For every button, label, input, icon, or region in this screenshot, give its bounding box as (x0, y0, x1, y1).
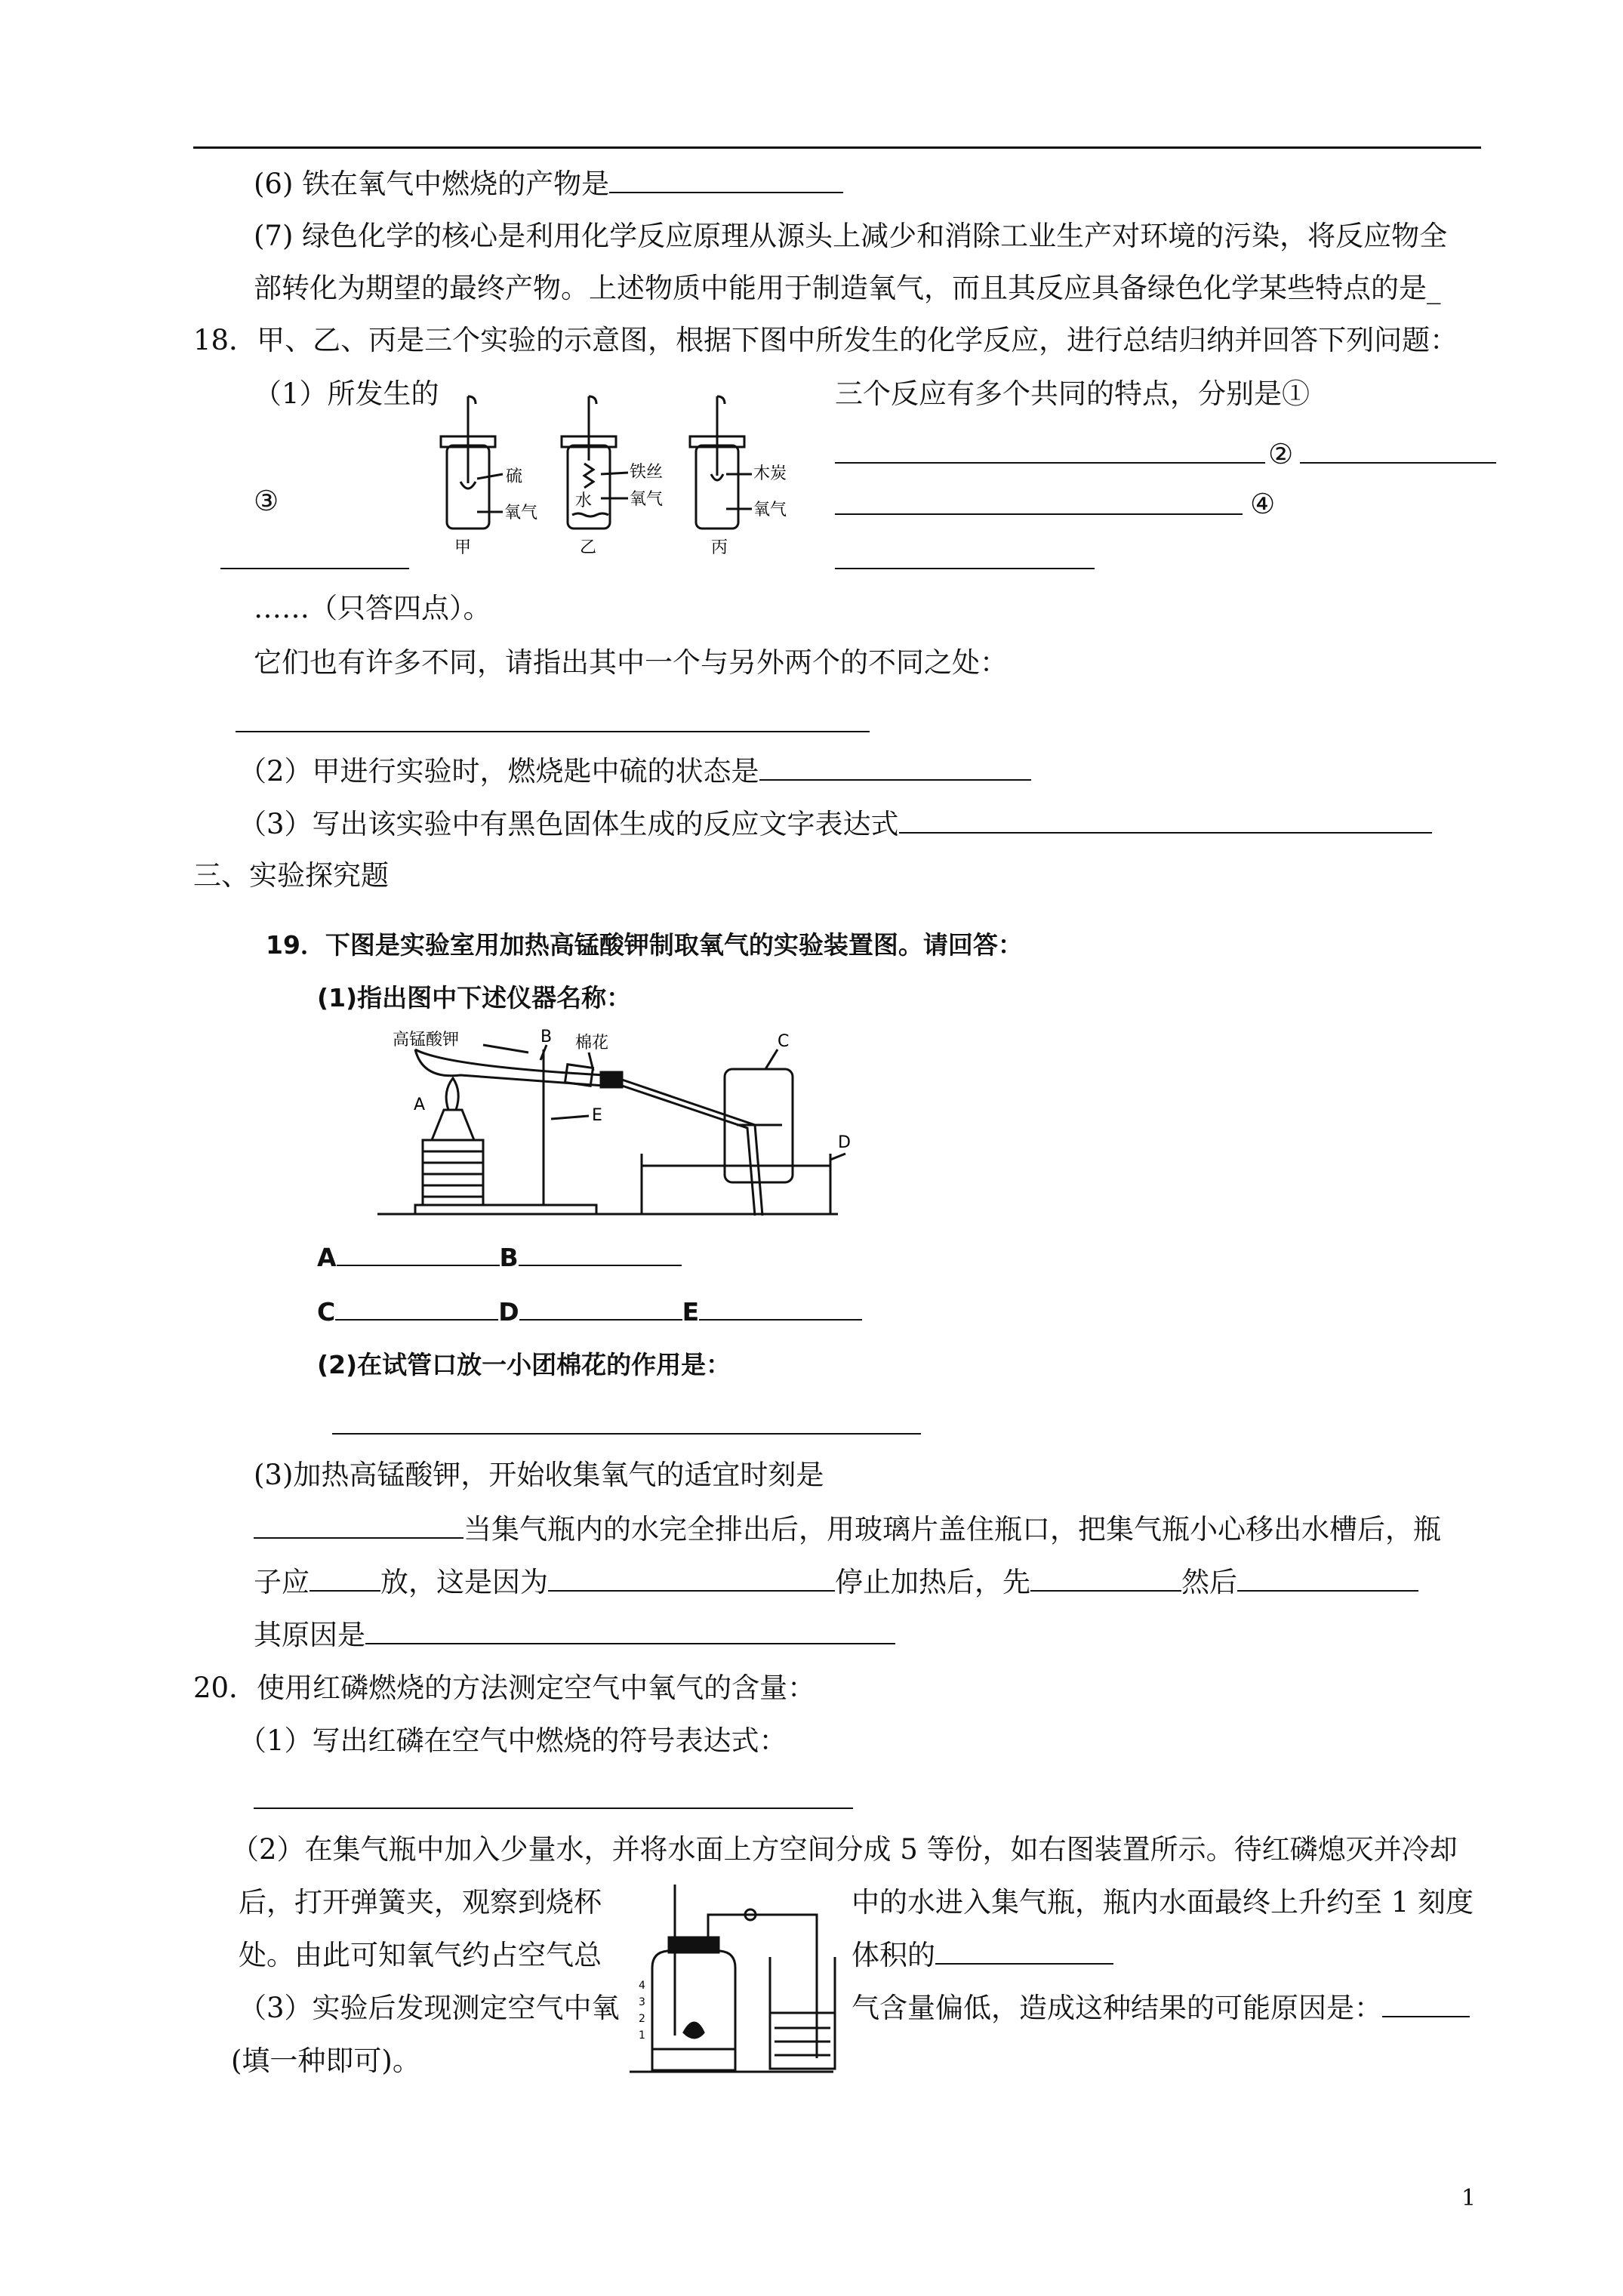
marker-2: ② (1268, 438, 1294, 470)
label-oxygen-2: 氧气 (630, 490, 664, 509)
label-a: A (414, 1096, 426, 1114)
answer-blank[interactable] (365, 1617, 895, 1644)
answer-blank-4[interactable] (835, 568, 1095, 569)
page-number: 1 (1461, 2185, 1477, 2211)
answer-blank-c[interactable] (335, 1293, 498, 1321)
label-c: C (778, 1032, 790, 1051)
answer-blank[interactable] (1237, 1564, 1418, 1592)
answer-blank-cotton[interactable] (332, 1433, 921, 1435)
q6-line: (6) 铁在氧气中燃烧的产物是 (254, 165, 843, 204)
q20-stem: 20．使用红磷燃烧的方法测定空气中氧气的含量： (193, 1672, 816, 1704)
q19-3-line-2: 当集气瓶内的水完全排出后，用玻璃片盖住瓶口，把集气瓶小心移出水槽后，瓶 (254, 1510, 1441, 1549)
label-cotton: 棉花 (575, 1034, 609, 1052)
answer-blank[interactable] (609, 166, 843, 193)
marker-3: ③ (254, 485, 279, 517)
label-water: 水 (575, 492, 593, 510)
section-3-heading: 三、实验探究题 (193, 859, 389, 892)
answer-blank[interactable] (899, 806, 1432, 834)
q18-1-prefix: （1）所发生的 (254, 378, 439, 410)
q20-3-right: 气含量偏低，造成这种结果的可能原因是： (852, 1989, 1470, 2028)
figure-19-apparatus (370, 1027, 853, 1223)
label-b: B (540, 1028, 553, 1046)
q19-stem: 19．下图是实验室用加热高锰酸钾制取氧气的实验装置图。请回答： (266, 930, 1023, 960)
answer-blank-a[interactable] (337, 1239, 500, 1266)
q20-2-left-1: 后，打开弹簧夹，观察到烧杯 (239, 1886, 602, 1918)
q7-line-2: 部转化为期望的最终产物。上述物质中能用于制造氧气，而且其反应具备绿色化学某些特点的是_ (254, 272, 1441, 304)
tick-2: 2 (639, 2013, 645, 2025)
q20-3-left: （3）实验后发现测定空气中氧 (239, 1992, 620, 2024)
tick-3: 3 (639, 1996, 645, 2008)
label-jia: 甲 (454, 538, 472, 557)
q20-2-left-2: 处。由此可知氧气约占空气总 (239, 1939, 602, 1971)
label-bing: 丙 (711, 538, 728, 557)
label-oxygen-3: 氧气 (753, 501, 787, 519)
q7-line-1: (7) 绿色化学的核心是利用化学反应原理从源头上减少和消除工业生产对环境的污染，将反应物全 (254, 220, 1448, 252)
answer-blank[interactable] (548, 1564, 835, 1592)
q18-1-suffix: 三个反应有多个共同的特点，分别是① (835, 378, 1310, 410)
label-d: D (838, 1133, 851, 1152)
label-e: E (592, 1106, 602, 1125)
q20-2-right-1: 中的水进入集气瓶，瓶内水面最终上升约至 1 刻度 (852, 1886, 1474, 1918)
q20-2-line-1: （2）在集气瓶中加入少量水，并将水面上方空间分成 5 等份，如右图装置所示。待红磷熄灭并冷却 (231, 1833, 1458, 1866)
label-kmno4: 高锰酸钾 (393, 1031, 460, 1049)
answer-blank-2[interactable] (1300, 462, 1496, 464)
q19-2: (2)在试管口放一小团棉花的作用是： (317, 1350, 731, 1379)
answer-blank-e[interactable] (699, 1293, 862, 1321)
q18-2-line: （2）甲进行实验时，燃烧匙中硫的状态是 (239, 752, 1031, 791)
header-rule (193, 146, 1481, 149)
answer-blank[interactable] (935, 1937, 1113, 1965)
q19-1: (1)指出图中下述仪器名称： (317, 983, 632, 1012)
answer-blank-equation[interactable] (254, 1808, 853, 1809)
q19-ab-line: A B (317, 1238, 682, 1277)
answer-blank-1[interactable] (835, 462, 1265, 464)
answer-blank[interactable] (1030, 1564, 1181, 1592)
answer-blank-b[interactable] (519, 1239, 682, 1266)
only-four-points: ……（只答四点）。 (254, 592, 491, 624)
label-iron-wire: 铁丝 (630, 463, 664, 482)
q20-3-tail: (填一种即可)。 (231, 2045, 420, 2077)
tick-4: 4 (639, 1980, 645, 1992)
q19-3-line-4: 其原因是 (254, 1616, 895, 1655)
label-oxygen-1: 氧气 (504, 504, 538, 522)
answer-blank[interactable] (310, 1564, 380, 1592)
label-charcoal: 木炭 (753, 464, 787, 483)
tick-1: 1 (639, 2029, 645, 2042)
answer-blank-d[interactable] (519, 1293, 682, 1321)
label-sulfur: 硫 (506, 467, 523, 486)
q20-1: （1）写出红磷在空气中燃烧的符号表达式： (239, 1724, 787, 1757)
answer-blank[interactable] (759, 754, 1031, 781)
q19-3-line-3: 子应 放，这是因为 停止加热后，先 然后 (254, 1563, 1418, 1602)
difference-prompt: 它们也有许多不同，请指出其中一个与另外两个的不同之处： (254, 646, 1008, 679)
marker-4: ④ (1250, 488, 1276, 520)
q19-cde-line: C D E (317, 1293, 862, 1332)
answer-blank-3[interactable] (220, 568, 409, 569)
q20-2-right-2: 体积的 (852, 1936, 1113, 1975)
answer-blank[interactable] (254, 1512, 463, 1539)
figure-18-apparatus (430, 385, 823, 566)
q19-3: (3)加热高锰酸钾，开始收集氧气的适宜时刻是 (254, 1459, 824, 1491)
q18-3-line: （3）写出该实验中有黑色固体生成的反应文字表达式 (239, 805, 1432, 844)
answer-blank-difference[interactable] (236, 731, 870, 732)
answer-blank[interactable] (1382, 1990, 1470, 2017)
q18-stem: 18．甲、乙、丙是三个实验的示意图，根据下图中所发生的化学反应，进行总结归纳并回答下列问题： (193, 324, 1458, 356)
answer-blank-3-right[interactable] (835, 513, 1243, 515)
figure-20-apparatus (630, 1869, 841, 2081)
label-yi: 乙 (580, 538, 597, 557)
